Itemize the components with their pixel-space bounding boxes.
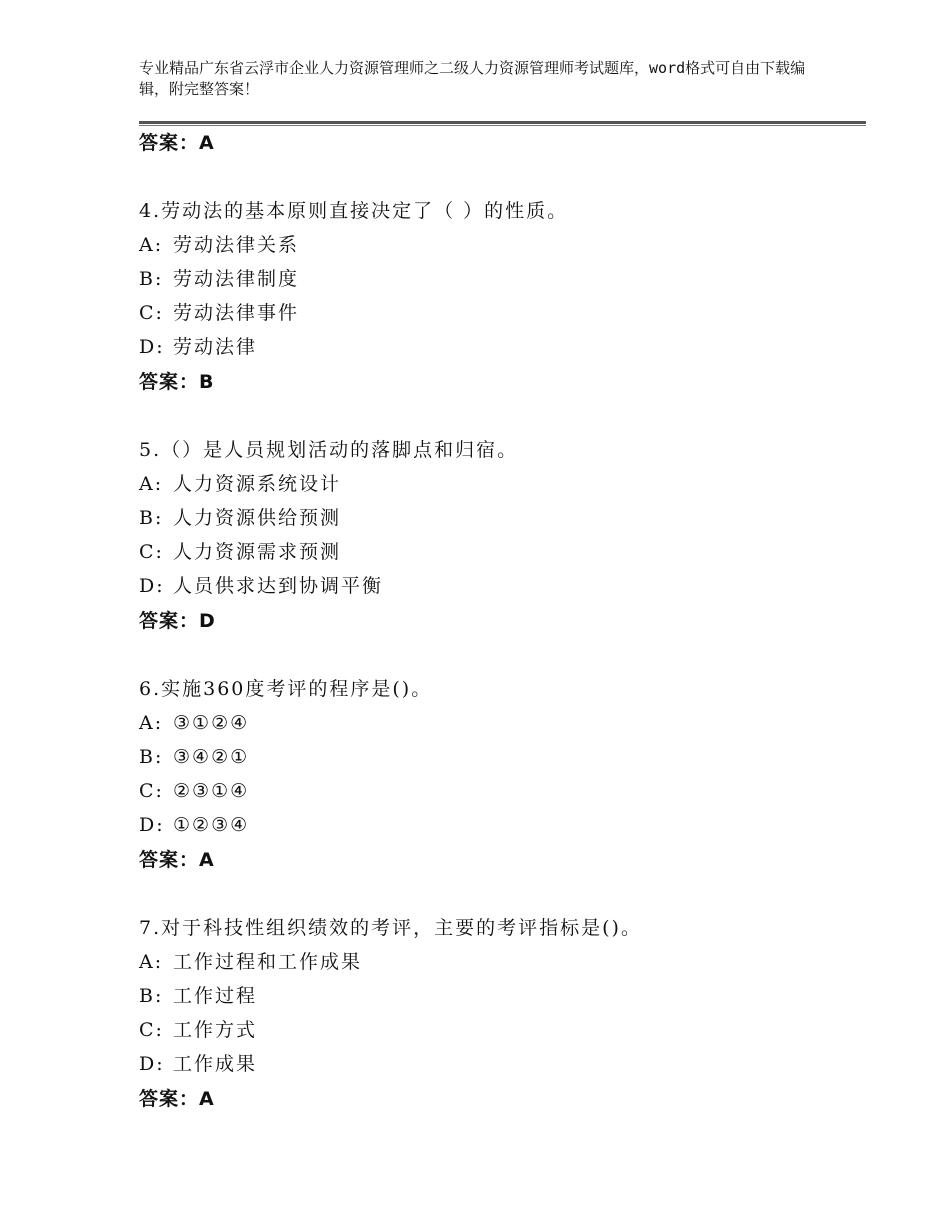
option-text: 人员供求达到协调平衡 xyxy=(173,575,384,597)
option-text: 工作过程和工作成果 xyxy=(173,951,363,973)
question-stem-5: 5.（）是人员规划活动的落脚点和归宿。 xyxy=(139,439,519,461)
option-text: 劳动法律制度 xyxy=(173,268,300,290)
option-text: 劳动法律事件 xyxy=(173,302,300,324)
option-letter: D: xyxy=(139,336,165,358)
answer-label: 答案：D xyxy=(139,610,216,632)
option-letter: A: xyxy=(139,951,164,973)
option-text: 工作方式 xyxy=(173,1019,258,1041)
option-6b xyxy=(139,745,249,769)
option-5a xyxy=(139,472,341,496)
option-5b xyxy=(139,506,341,530)
option-5c xyxy=(139,540,341,564)
option-4a xyxy=(139,233,299,257)
answer-label: 答案：B xyxy=(139,371,215,393)
header-divider xyxy=(139,121,866,127)
option-letter: B: xyxy=(139,268,164,290)
option-6c xyxy=(139,779,249,803)
option-text: 人力资源供给预测 xyxy=(173,507,342,529)
option-letter: C: xyxy=(139,541,164,563)
option-text: ②③①④ xyxy=(173,780,250,802)
option-7a xyxy=(139,950,362,974)
option-4c xyxy=(139,301,299,325)
option-letter: C: xyxy=(139,302,164,324)
option-letter: A: xyxy=(139,234,164,256)
option-letter: D: xyxy=(139,575,165,597)
option-6d xyxy=(139,813,249,837)
option-text: ③④②① xyxy=(173,746,250,768)
option-7b xyxy=(139,984,257,1008)
answer-label: 答案：A xyxy=(139,849,215,871)
question-stem-4: 4.劳动法的基本原则直接决定了（ ）的性质。 xyxy=(139,200,569,222)
option-letter: C: xyxy=(139,780,164,802)
option-text: 劳动法律关系 xyxy=(173,234,300,256)
option-6a xyxy=(139,711,249,735)
option-letter: C: xyxy=(139,1019,164,1041)
option-letter: D: xyxy=(139,814,165,836)
option-letter: A: xyxy=(139,712,164,734)
option-7d xyxy=(139,1052,257,1076)
option-letter: B: xyxy=(139,507,164,529)
option-text: 劳动法律 xyxy=(173,336,258,358)
option-4d xyxy=(139,335,257,359)
option-7c xyxy=(139,1018,257,1042)
option-letter: A: xyxy=(139,473,164,495)
answer-label: 答案：A xyxy=(139,1088,215,1110)
option-letter: B: xyxy=(139,746,164,768)
answer-label: 答案：A xyxy=(139,132,215,154)
option-letter: B: xyxy=(139,985,164,1007)
option-letter: D: xyxy=(139,1053,165,1075)
option-text: 人力资源需求预测 xyxy=(173,541,342,563)
option-4b xyxy=(139,267,299,291)
option-5d xyxy=(139,574,383,598)
question-stem-6: 6.实施360度考评的程序是()。 xyxy=(139,678,433,700)
option-text: 人力资源系统设计 xyxy=(173,473,342,495)
question-stem-7: 7.对于科技性组织绩效的考评，主要的考评指标是()。 xyxy=(139,917,642,939)
option-text: 工作过程 xyxy=(173,985,258,1007)
option-text: ①②③④ xyxy=(173,814,250,836)
option-text: 工作成果 xyxy=(173,1053,258,1075)
document-header: 专业精品广东省云浮市企业人力资源管理师之二级人力资源管理师考试题库，word格式可自由下载编辑，附完整答案！ xyxy=(139,59,806,98)
option-text: ③①②④ xyxy=(173,712,250,734)
